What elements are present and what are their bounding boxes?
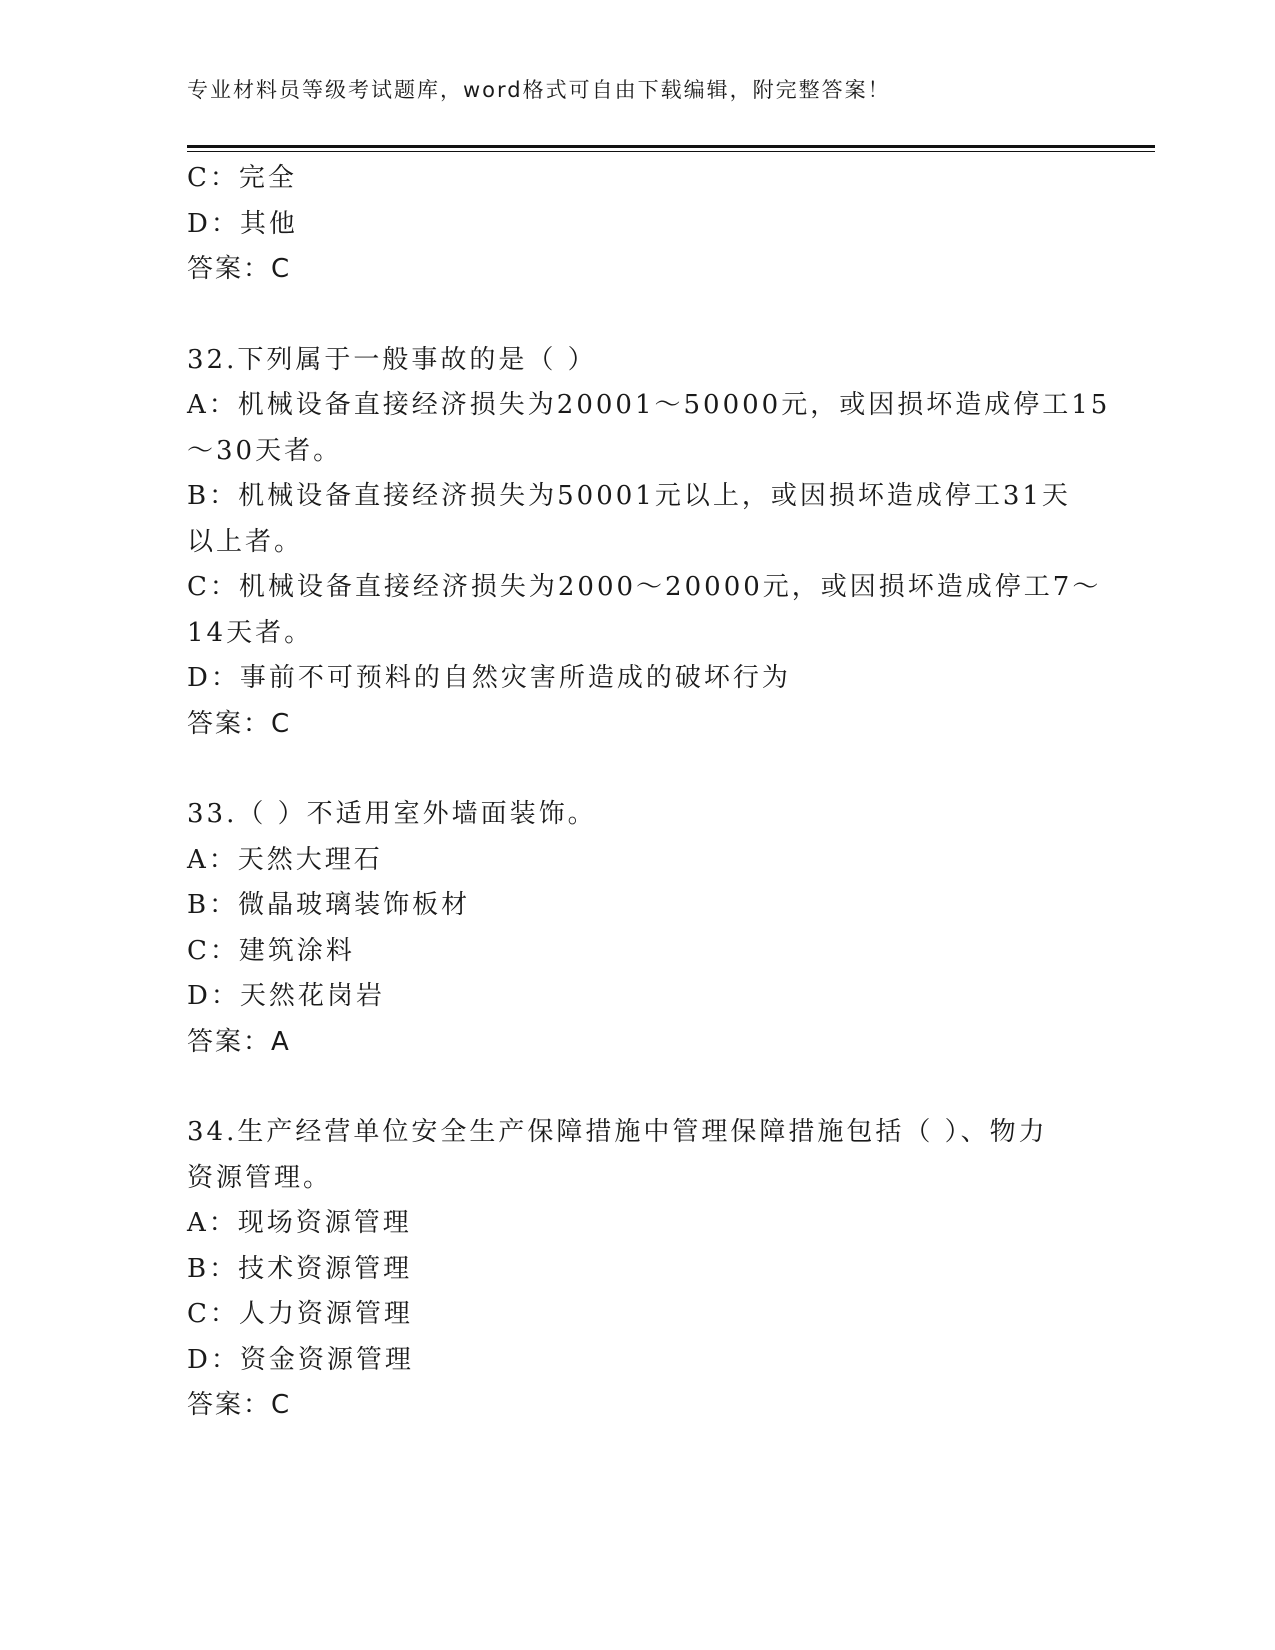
question-32 (187, 338, 1111, 748)
prev-option-c: C：完全 (187, 163, 297, 193)
q32-stem: 32.下列属于一般事故的是（ ） (187, 344, 597, 375)
q33-option-b: B：微晶玻璃装饰板材 (187, 890, 471, 920)
q32-answer: 答案：C (187, 708, 292, 739)
question-33 (187, 792, 1067, 1065)
q32-option-a-cont: ～30天者。 (187, 435, 343, 466)
q33-option-c: C：建筑涂料 (187, 935, 355, 966)
q33-option-d: D：天然花岗岩 (187, 981, 385, 1011)
page-header: 专业材料员等级考试题库，word格式可自由下载编辑，附完整答案！ (187, 78, 891, 102)
q32-option-c-cont: 14天者。 (187, 617, 314, 648)
q33-stem: 33.（ ）不适用室外墙面装饰。 (187, 799, 597, 829)
q34-stem-cont: 资源管理。 (187, 1162, 333, 1193)
q32-option-a: A：机械设备直接经济损失为20001～50000元，或因损坏造成停工15 (187, 390, 1111, 420)
document-body (187, 156, 1111, 1429)
header-rule-thick (187, 145, 1155, 148)
q33-option-a: A：天然大理石 (187, 844, 383, 875)
q34-answer: 答案：C (187, 1390, 292, 1420)
q32-option-d: D：事前不可预料的自然灾害所造成的破坏行为 (187, 663, 791, 693)
q34-option-a: A：现场资源管理 (187, 1208, 412, 1238)
q32-option-b-cont: 以上者。 (187, 526, 304, 557)
q32-option-c: C：机械设备直接经济损失为2000～20000元，或因损坏造成停工7～ (187, 572, 1102, 602)
q34-stem: 34.生产经营单位安全生产保障措施中管理保障措施包括（ ）、物力 (187, 1117, 1048, 1147)
q34-option-b: B：技术资源管理 (187, 1253, 413, 1284)
q33-answer: 答案：A (187, 1026, 291, 1057)
question-34 (187, 1110, 1067, 1429)
prev-option-d: D：其他 (187, 208, 298, 239)
header-rule-thin (187, 151, 1155, 152)
q32-option-b: B：机械设备直接经济损失为50001元以上，或因损坏造成停工31天 (187, 481, 1071, 511)
prev-answer: 答案：C (187, 254, 292, 284)
q34-option-c: C：人力资源管理 (187, 1299, 413, 1329)
q34-option-d: D：资金资源管理 (187, 1344, 414, 1375)
